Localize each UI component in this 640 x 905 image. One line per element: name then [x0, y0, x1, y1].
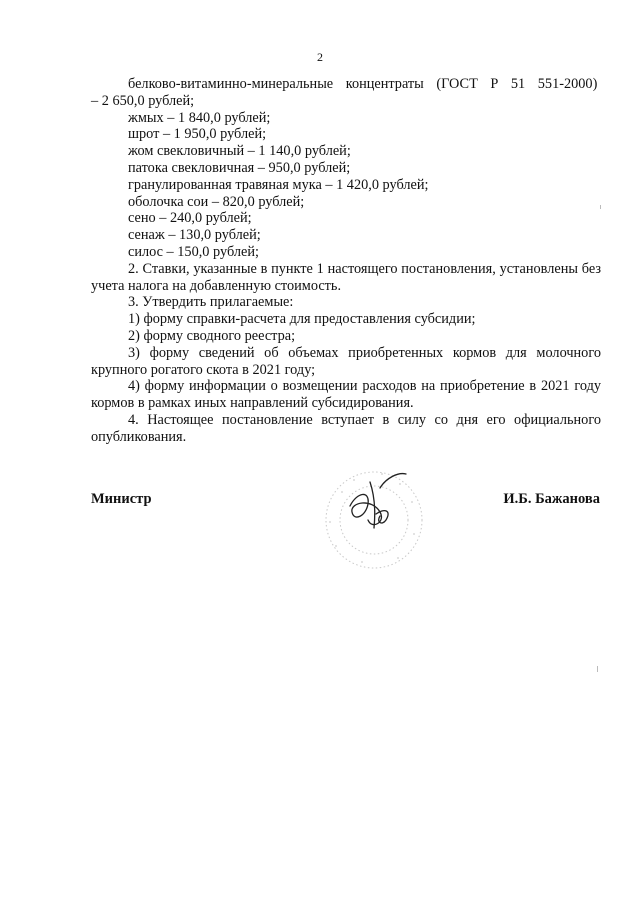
line-obolochka: оболочка сои – 820,0 рублей; [128, 193, 305, 210]
paragraph-3: 3. Утвердить прилагаемые: [128, 294, 294, 311]
page-number: 2 [317, 50, 323, 64]
item-3-2: 2) форму сводного реестра; [128, 327, 296, 344]
document-body [91, 76, 601, 446]
line-zhom: жом свекловичный – 1 140,0 рублей; [128, 143, 351, 160]
line-bvmk-2: – 2 650,0 рублей; [91, 92, 195, 109]
signature-title: Министр [91, 491, 152, 507]
item-3-3: 3) форму сведений об объемах приобретенных кормов для молочного крупного рогатого скота в 2021 году; [91, 344, 601, 378]
handwritten-signature [350, 474, 406, 528]
paragraph-4: 4. Настоящее постановление вступает в силу со дня его официального опубликования. [91, 411, 601, 445]
paragraph-2: 2. Ставки, указанные в пункте 1 настоящего постановления, установлены без учета налога на добавленную стоимость. [91, 260, 601, 294]
line-senazh: сенаж – 130,0 рублей; [128, 227, 261, 244]
line-seno: сено – 240,0 рублей; [128, 210, 252, 227]
line-patoka: патока свекловичная – 950,0 рублей; [128, 159, 351, 176]
item-3-4: 4) форму информации о возмещении расходов на приобретение в 2021 году кормов в рамках иных направлений субсидирования. [91, 378, 601, 412]
line-muka: гранулированная травяная мука – 1 420,0 рублей; [128, 176, 429, 193]
scan-mark-top-right [600, 205, 601, 209]
line-bvmk-1: белково-витаминно-минеральные концентраты (ГОСТ Р 51 551-2000) [128, 76, 598, 92]
scan-mark-right [597, 666, 598, 672]
line-silos: силос – 150,0 рублей; [128, 243, 259, 260]
signature-stamp [302, 462, 452, 572]
line-shrot: шрот – 1 950,0 рублей; [128, 126, 267, 143]
item-3-1: 1) форму справки-расчета для предоставления субсидии; [128, 311, 476, 328]
line-zhmykh: жмых – 1 840,0 рублей; [128, 109, 271, 126]
signature-name: И.Б. Бажанова [503, 491, 600, 507]
